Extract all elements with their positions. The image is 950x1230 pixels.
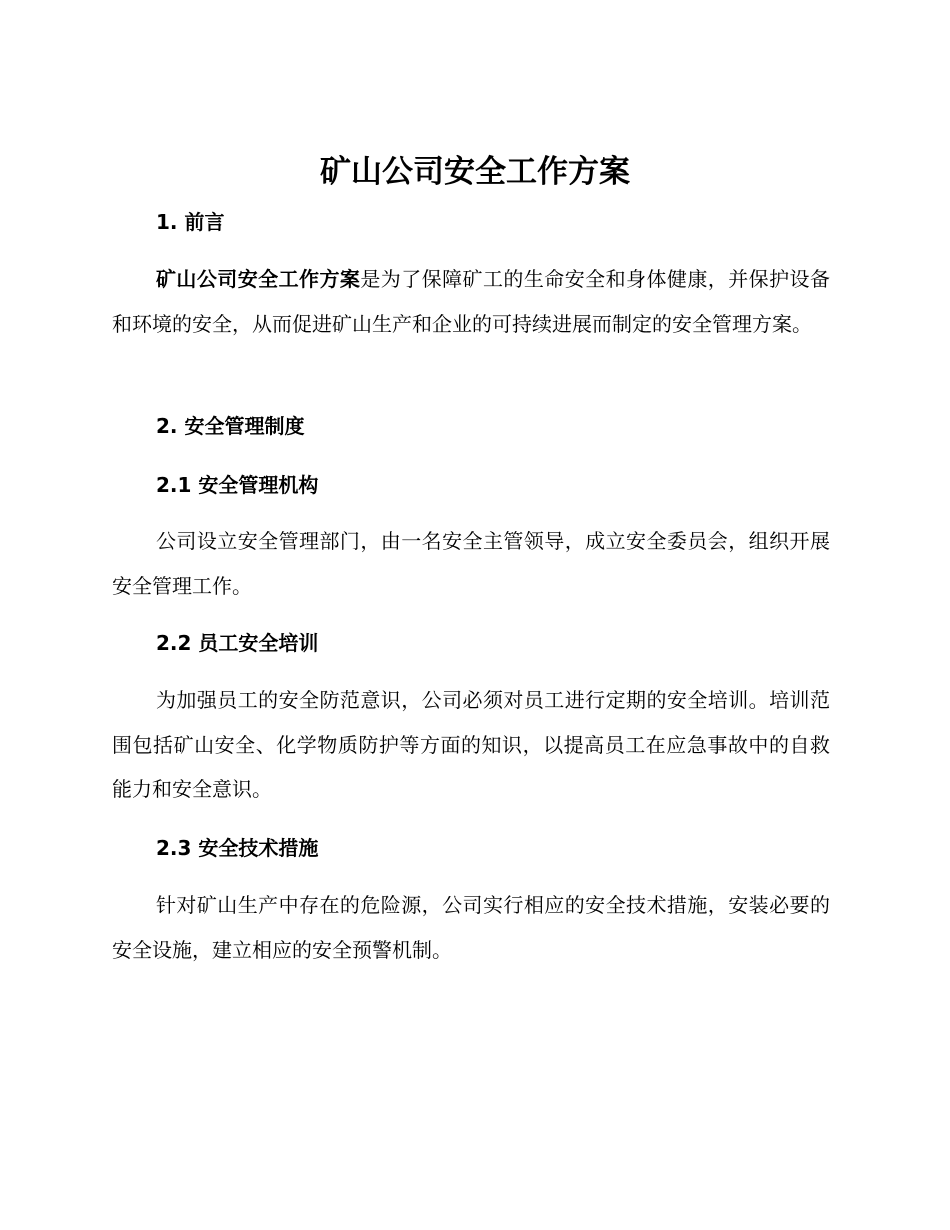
document-title: 矿山公司安全工作方案 [320, 154, 630, 190]
section-heading-training: 2.2 员工安全培训 [156, 631, 319, 655]
paragraph-preface-rest: 是为了保障矿工的生命安全和身体健康，并保护设备和环境的安全，从而促进矿山生产和企业的可持续进展而制定的安全管理方案。 [112, 267, 830, 336]
section-heading-measures: 2.3 安全技术措施 [156, 836, 319, 860]
paragraph-preface-lead: 矿山公司安全工作方案 [156, 267, 361, 291]
section-heading-preface: 1. 前言 [156, 210, 225, 234]
paragraph-organization: 公司设立安全管理部门，由一名安全主管领导，成立安全委员会，组织开展安全管理工作。 [112, 529, 830, 598]
section-heading-management: 2. 安全管理制度 [156, 414, 305, 438]
section-heading-organization: 2.1 安全管理机构 [156, 473, 319, 497]
paragraph-measures: 针对矿山生产中存在的危险源，公司实行相应的安全技术措施，安装必要的安全设施，建立相应的安全预警机制。 [112, 893, 830, 962]
paragraph-preface [112, 257, 830, 346]
paragraph-training: 为加强员工的安全防范意识，公司必须对员工进行定期的安全培训。培训范围包括矿山安全、化学物质防护等方面的知识，以提高员工在应急事故中的自救能力和安全意识。 [112, 688, 830, 801]
